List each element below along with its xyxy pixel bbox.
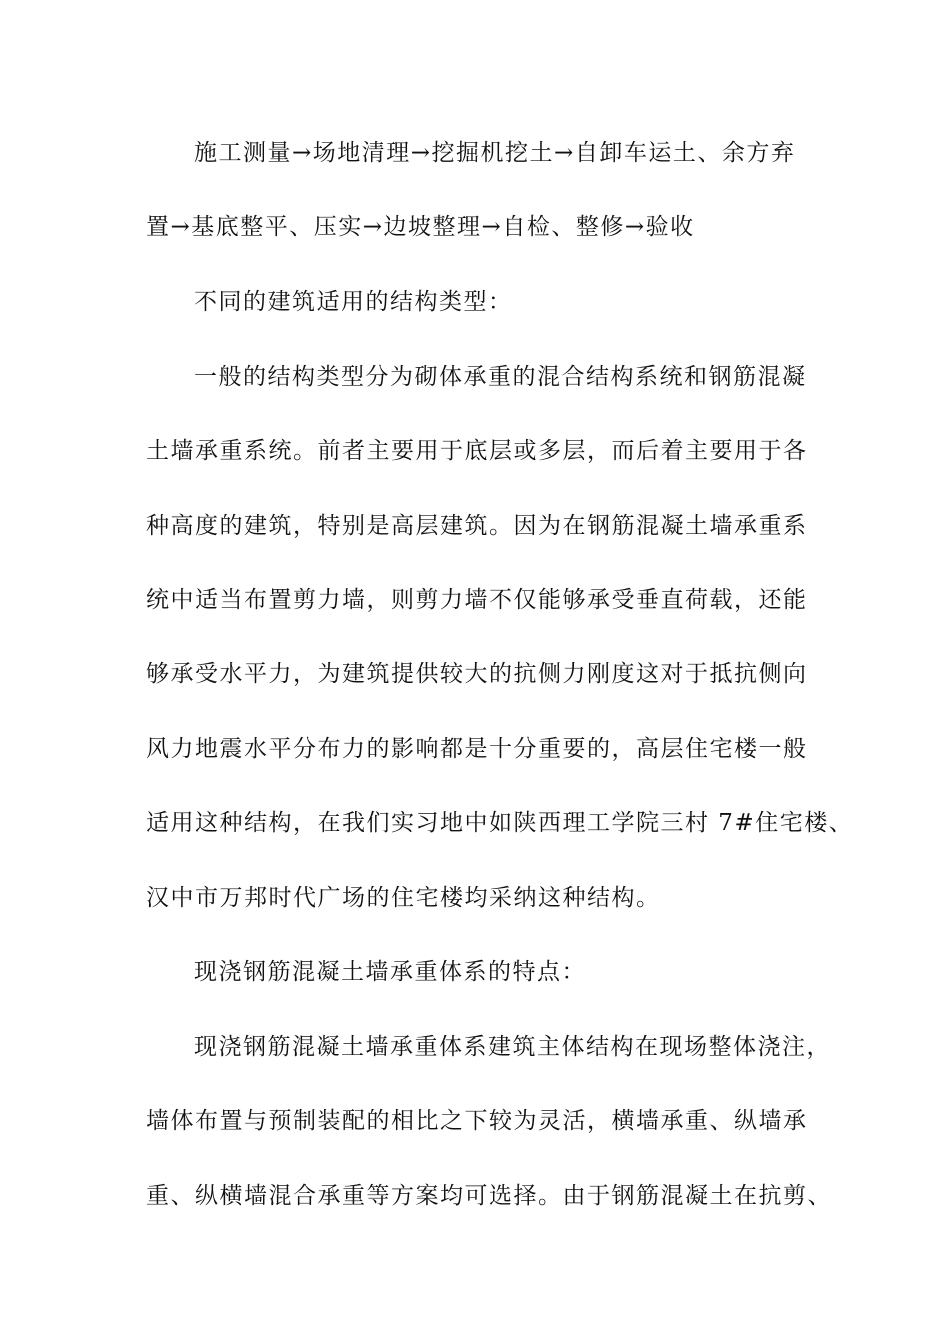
text-line: 风力地震水平分布力的影响都是十分重要的，高层住宅楼一般: [146, 736, 808, 762]
text-line: 施工测量→场地清理→挖掘机挖土→自卸车运土、余方弃: [194, 140, 796, 166]
text-line: 土墙承重系统。前者主要用于底层或多层，而后着主要用于各: [146, 438, 808, 464]
text-line: 墙体布置与预制装配的相比之下较为灵活，横墙承重、纵墙承: [146, 1108, 808, 1134]
text-line: 种高度的建筑，特别是高层建筑。因为在钢筋混凝土墙承重系: [146, 513, 808, 539]
text-line: 够承受水平力，为建筑提供较大的抗侧力刚度这对于抵抗侧向: [146, 661, 808, 687]
text-line: 置→基底整平、压实→边坡整理→自检、整修→验收: [146, 214, 695, 240]
text-line: 重、纵横墙混合承重等方案均可选择。由于钢筋混凝土在抗剪、: [146, 1183, 832, 1209]
section-heading: 现浇钢筋混凝土墙承重体系的特点：: [194, 959, 586, 985]
text-line: 适用这种结构，在我们实习地中如陕西理工学院三村 7#住宅楼、: [146, 810, 854, 836]
text-line: 现浇钢筋混凝土墙承重体系建筑主体结构在现场整体浇注，: [194, 1034, 831, 1060]
text-line: 汉中市万邦时代广场的住宅楼均采纳这种结构。: [146, 885, 661, 911]
text-line: 统中适当布置剪力墙，则剪力墙不仅能够承受垂直荷载，还能: [146, 587, 808, 613]
section-heading: 不同的建筑适用的结构类型：: [194, 289, 513, 315]
text-line: 一般的结构类型分为砌体承重的混合结构系统和钢筋混凝: [194, 364, 807, 390]
